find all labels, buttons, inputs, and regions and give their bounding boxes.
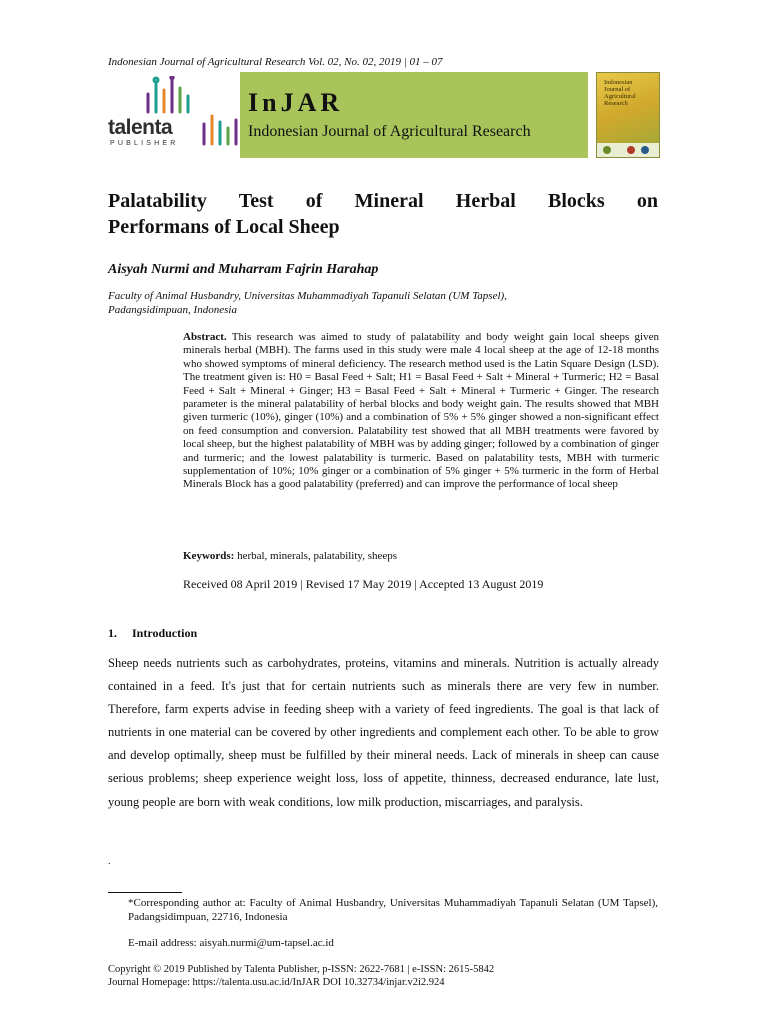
authors: Aisyah Nurmi and Muharram Fajrin Harahap (108, 262, 379, 277)
author-email: E-mail address: aisyah.nurmi@um-tapsel.ac.id (128, 937, 334, 949)
article-title-line2: Performans of Local Sheep (108, 216, 340, 238)
keywords-text: herbal, minerals, palatability, sheeps (234, 550, 398, 562)
abstract (183, 331, 659, 492)
journal-title-band (240, 72, 588, 158)
publisher-sub: PUBLISHER (110, 140, 179, 147)
cover-logo-icon (627, 146, 635, 154)
journal-acronym: InJAR (248, 88, 344, 117)
keywords-label: Keywords: (183, 550, 235, 562)
corresponding-author-footnote: *Corresponding author at: Faculty of Animal Husbandry, Universitas Muhammadiyah Tapanuli Selatan (UM Tapsel), Padangsidimpuan, 22716, Indonesia (128, 897, 658, 923)
cover-footer-strip (597, 143, 659, 157)
section-number: 1. (108, 626, 117, 640)
article-dates: Received 08 April 2019 | Revised 17 May 2019 | Accepted 13 August 2019 (183, 577, 544, 591)
journal-banner (108, 72, 660, 158)
publisher-name: talenta (108, 116, 173, 139)
cover-logo-icon (641, 146, 649, 154)
copyright-line: Copyright © 2019 Published by Talenta Publisher, p-ISSN: 2622-7681 | e-ISSN: 2615-5842 (108, 964, 495, 975)
footnote-rule (108, 892, 182, 893)
journal-homepage-line: Journal Homepage: https://talenta.usu.ac.id/InJAR DOI 10.32734/injar.v2i2.924 (108, 977, 445, 988)
cover-logo-icon (603, 146, 611, 154)
stray-dot: . (108, 856, 111, 867)
section-title: Introduction (132, 626, 198, 640)
running-head: Indonesian Journal of Agricultural Research Vol. 02, No. 02, 2019 | 01 – 07 (108, 56, 443, 68)
copyright-block (108, 963, 668, 989)
journal-name: Indonesian Journal of Agricultural Research (248, 123, 531, 140)
talenta-publisher-logo (108, 72, 240, 158)
introduction-paragraph: Sheep needs nutrients such as carbohydrates, proteins, vitamins and minerals. Nutrition is actually already contained in a feed. It's just that for certain nutrients such as minerals there are very few in number. Therefore, farm experts advise in feeding sheep with a variety of feed ingredients. The goal is that lack of nutrients in one material can be covered by other ingredients and complement each other. To be able to grow and develop optimally, sheep must be fulfilled by their mineral needs. Lack of minerals in sheep can cause serious problems; sheep experience weight loss, loss of appetite, thinness, decreased endurance, late lust, young people are born with weak conditions, low milk production, miscarriages, and paralysis. (108, 656, 659, 809)
journal-cover-thumbnail (596, 72, 660, 158)
abstract-text: This research was aimed to study of palatability and body weight gain local sheeps given minerals herbal (MBH). The farms used in this study were male 4 local sheep at the age of 12-18 months who showed symptoms of mineral deficiency. The research method used is the Latin Square Design (LSD). The treatment given is: H0 = Basal Feed + Salt; H1 = Basal Feed + Salt + Mineral + Turmeric; H2 = Basal Feed + Salt + Mineral + Ginger; H3 = Basal Feed + Salt + Mineral + Turmeric + Ginger. The research parameter is the mineral palatability of herbal blocks and body weight gain. The results showed that MBH given turmeric (10%), ginger (10%) and a combination of 5% + 5% ginger showed a non-significant effect on feed consumption and conversion. Palatability test showed that all MBH treatments were favored by local sheep, but the highest palatability of MBH was by adding ginger; followed by a combination of ginger and turmeric; and the lowest palatability is turmeric. Based on palatability tests, MBH with turmeric supplementation of 10%; 10% ginger or a combination of 5% ginger + 5% turmeric in the form of Herbal Minerals Block has a good palatability (preferred) and can improve the performance of local sheep (183, 331, 659, 491)
cover-title: Indonesian Journal of Agricultural Research (604, 79, 636, 107)
logo-bars-small-icon (200, 112, 240, 148)
article-title-line1: Palatability Test of Mineral Herbal Blocks on (108, 190, 658, 212)
logo-bars-icon (144, 76, 204, 116)
keywords (183, 550, 397, 562)
section-heading (108, 626, 197, 641)
affiliation: Faculty of Animal Husbandry, Universitas Muhammadiyah Tapanuli Selatan (UM Tapsel), Padangsidimpuan, Indonesia (108, 290, 507, 316)
abstract-label: Abstract. (183, 331, 227, 343)
